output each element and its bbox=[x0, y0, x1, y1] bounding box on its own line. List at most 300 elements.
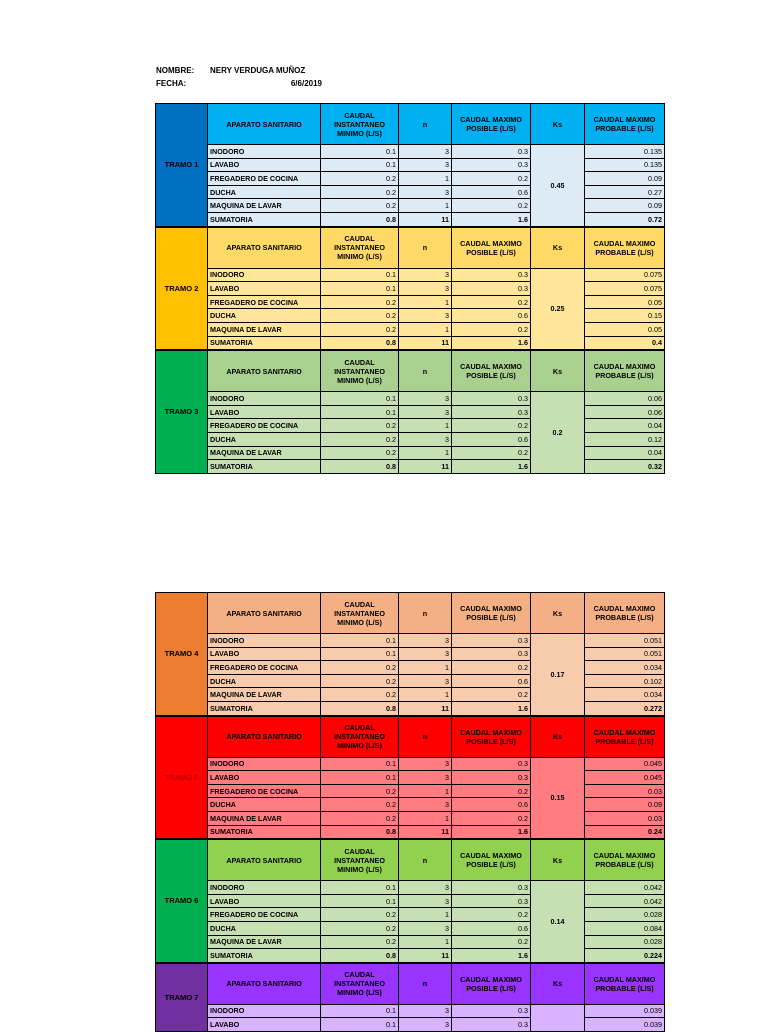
n-cell: 3 bbox=[399, 757, 452, 771]
caudal-maximo-posible-cell: 0.2 bbox=[452, 446, 531, 460]
caudal-maximo-probable-cell: 0.09 bbox=[585, 172, 665, 186]
caudal-maximo-posible-cell: 0.3 bbox=[452, 158, 531, 172]
column-header-n: n bbox=[399, 963, 452, 1004]
caudal-maximo-posible-cell: 0.3 bbox=[452, 634, 531, 648]
column-header-caudal-inst: CAUDAL INSTANTANEO MINIMO (L/S) bbox=[321, 840, 399, 881]
caudal-instantaneo-cell: 0.1 bbox=[321, 647, 399, 661]
column-header-caudal-max-pos: CAUDAL MAXIMO POSIBLE (L/S) bbox=[452, 227, 531, 268]
table-row bbox=[156, 446, 665, 460]
tramo-table bbox=[155, 839, 665, 963]
caudal-maximo-posible-cell: 0.2 bbox=[452, 322, 531, 336]
aparato-cell: LAVABO bbox=[208, 282, 321, 296]
aparato-cell: FREGADERO DE COCINA bbox=[208, 172, 321, 186]
caudal-maximo-posible-cell: 0.2 bbox=[452, 172, 531, 186]
aparato-cell: DUCHA bbox=[208, 921, 321, 935]
n-cell: 3 bbox=[399, 392, 452, 406]
table-row bbox=[156, 674, 665, 688]
caudal-maximo-probable-cell: 0.102 bbox=[585, 674, 665, 688]
caudal-instantaneo-cell: 0.1 bbox=[321, 145, 399, 159]
aparato-cell: INODORO bbox=[208, 145, 321, 159]
caudal-maximo-posible-cell: 0.2 bbox=[452, 688, 531, 702]
caudal-maximo-posible-cell: 0.3 bbox=[452, 757, 531, 771]
caudal-maximo-probable-cell: 0.04 bbox=[585, 419, 665, 433]
column-header-caudal-inst: CAUDAL INSTANTANEO MINIMO (L/S) bbox=[321, 716, 399, 757]
caudal-instantaneo-cell: 0.1 bbox=[321, 282, 399, 296]
aparato-cell: MAQUINA DE LAVAR bbox=[208, 688, 321, 702]
caudal-instantaneo-cell: 0.8 bbox=[321, 212, 399, 226]
caudal-maximo-probable-cell: 0.084 bbox=[585, 921, 665, 935]
caudal-maximo-posible-cell: 0.2 bbox=[452, 811, 531, 825]
n-cell: 1 bbox=[399, 446, 452, 460]
table-row bbox=[156, 309, 665, 323]
column-header-caudal-max-pos: CAUDAL MAXIMO POSIBLE (L/S) bbox=[452, 840, 531, 881]
caudal-maximo-probable-cell: 0.135 bbox=[585, 158, 665, 172]
table-row bbox=[156, 921, 665, 935]
caudal-instantaneo-cell: 0.8 bbox=[321, 460, 399, 474]
caudal-maximo-posible-cell: 1.6 bbox=[452, 460, 531, 474]
column-header-caudal-max-pos: CAUDAL MAXIMO POSIBLE (L/S) bbox=[452, 104, 531, 145]
sumatoria-row bbox=[156, 825, 665, 839]
aparato-cell: DUCHA bbox=[208, 674, 321, 688]
table-row bbox=[156, 935, 665, 949]
table-row bbox=[156, 268, 665, 282]
tramo-label: TRAMO 6 bbox=[156, 840, 208, 963]
fecha-value: 6/6/2019 bbox=[290, 79, 322, 88]
tramo-table bbox=[155, 227, 665, 351]
ks-value: 0.25 bbox=[531, 268, 585, 350]
tramo-label: TRAMO 5 bbox=[156, 716, 208, 839]
caudal-maximo-posible-cell: 0.3 bbox=[452, 881, 531, 895]
caudal-maximo-probable-cell: 0.028 bbox=[585, 935, 665, 949]
aparato-cell: MAQUINA DE LAVAR bbox=[208, 322, 321, 336]
aparato-cell: MAQUINA DE LAVAR bbox=[208, 935, 321, 949]
caudal-instantaneo-cell: 0.1 bbox=[321, 268, 399, 282]
n-cell: 3 bbox=[399, 634, 452, 648]
tramo-label: TRAMO 2 bbox=[156, 227, 208, 350]
tramo-label: TRAMO 1 bbox=[156, 104, 208, 227]
tramo-label: TRAMO 7 bbox=[156, 963, 208, 1031]
caudal-maximo-posible-cell: 1.6 bbox=[452, 212, 531, 226]
caudal-maximo-probable-cell: 0.042 bbox=[585, 881, 665, 895]
caudal-maximo-posible-cell: 0.2 bbox=[452, 661, 531, 675]
table-row bbox=[156, 322, 665, 336]
column-header-aparato: APARATO SANITARIO bbox=[208, 963, 321, 1004]
caudal-maximo-posible-cell: 0.3 bbox=[452, 1018, 531, 1032]
table-row bbox=[156, 881, 665, 895]
caudal-instantaneo-cell: 0.1 bbox=[321, 1018, 399, 1032]
caudal-instantaneo-cell: 0.1 bbox=[321, 392, 399, 406]
n-cell: 1 bbox=[399, 811, 452, 825]
aparato-cell: SUMATORIA bbox=[208, 825, 321, 839]
caudal-instantaneo-cell: 0.2 bbox=[321, 432, 399, 446]
column-header-caudal-inst: CAUDAL INSTANTANEO MINIMO (L/S) bbox=[321, 227, 399, 268]
column-header-caudal-max-prob: CAUDAL MAXIMO PROBABLE (L/S) bbox=[585, 351, 665, 392]
caudal-maximo-posible-cell: 0.2 bbox=[452, 295, 531, 309]
column-header-ks: Ks bbox=[531, 227, 585, 268]
caudal-maximo-probable-cell: 0.24 bbox=[585, 825, 665, 839]
caudal-maximo-posible-cell: 0.3 bbox=[452, 282, 531, 296]
caudal-maximo-posible-cell: 1.6 bbox=[452, 825, 531, 839]
aparato-cell: LAVABO bbox=[208, 158, 321, 172]
aparato-cell: LAVABO bbox=[208, 771, 321, 785]
table-row bbox=[156, 1018, 665, 1032]
column-header-caudal-inst: CAUDAL INSTANTANEO MINIMO (L/S) bbox=[321, 351, 399, 392]
fecha-label: FECHA: bbox=[156, 79, 187, 88]
table-row bbox=[156, 145, 665, 159]
column-header-caudal-max-prob: CAUDAL MAXIMO PROBABLE (L/S) bbox=[585, 840, 665, 881]
column-header-n: n bbox=[399, 840, 452, 881]
caudal-instantaneo-cell: 0.2 bbox=[321, 798, 399, 812]
aparato-cell: LAVABO bbox=[208, 894, 321, 908]
n-cell: 3 bbox=[399, 921, 452, 935]
caudal-maximo-probable-cell: 0.27 bbox=[585, 185, 665, 199]
caudal-maximo-probable-cell: 0.039 bbox=[585, 1004, 665, 1018]
n-cell: 3 bbox=[399, 145, 452, 159]
caudal-maximo-probable-cell: 0.4 bbox=[585, 336, 665, 350]
caudal-maximo-posible-cell: 0.2 bbox=[452, 784, 531, 798]
column-header-caudal-max-pos: CAUDAL MAXIMO POSIBLE (L/S) bbox=[452, 593, 531, 634]
caudal-instantaneo-cell: 0.1 bbox=[321, 158, 399, 172]
column-header-caudal-max-prob: CAUDAL MAXIMO PROBABLE (L/S) bbox=[585, 716, 665, 757]
table-row bbox=[156, 199, 665, 213]
column-header-aparato: APARATO SANITARIO bbox=[208, 593, 321, 634]
caudal-maximo-probable-cell: 0.03 bbox=[585, 784, 665, 798]
aparato-cell: MAQUINA DE LAVAR bbox=[208, 811, 321, 825]
column-header-aparato: APARATO SANITARIO bbox=[208, 104, 321, 145]
caudal-maximo-probable-cell: 0.04 bbox=[585, 446, 665, 460]
tramos-group-lower bbox=[155, 592, 664, 1032]
aparato-cell: DUCHA bbox=[208, 798, 321, 812]
column-header-ks: Ks bbox=[531, 716, 585, 757]
table-row bbox=[156, 392, 665, 406]
n-cell: 11 bbox=[399, 460, 452, 474]
caudal-maximo-posible-cell: 0.2 bbox=[452, 419, 531, 433]
table-row bbox=[156, 647, 665, 661]
nombre-value: NERY VERDUGA MUÑOZ bbox=[210, 66, 306, 75]
n-cell: 1 bbox=[399, 322, 452, 336]
caudal-maximo-probable-cell: 0.135 bbox=[585, 145, 665, 159]
aparato-cell: SUMATORIA bbox=[208, 336, 321, 350]
caudal-maximo-posible-cell: 0.6 bbox=[452, 309, 531, 323]
caudal-maximo-probable-cell: 0.12 bbox=[585, 432, 665, 446]
n-cell: 3 bbox=[399, 282, 452, 296]
column-header-ks: Ks bbox=[531, 840, 585, 881]
caudal-instantaneo-cell: 0.2 bbox=[321, 921, 399, 935]
n-cell: 1 bbox=[399, 908, 452, 922]
caudal-instantaneo-cell: 0.2 bbox=[321, 419, 399, 433]
table-row bbox=[156, 771, 665, 785]
n-cell: 3 bbox=[399, 158, 452, 172]
aparato-cell: LAVABO bbox=[208, 405, 321, 419]
caudal-instantaneo-cell: 0.1 bbox=[321, 894, 399, 908]
n-cell: 11 bbox=[399, 949, 452, 963]
ks-value: 0.14 bbox=[531, 881, 585, 963]
n-cell: 3 bbox=[399, 894, 452, 908]
aparato-cell: FREGADERO DE COCINA bbox=[208, 295, 321, 309]
column-header-n: n bbox=[399, 227, 452, 268]
caudal-instantaneo-cell: 0.1 bbox=[321, 757, 399, 771]
tramo-table bbox=[155, 350, 665, 474]
ks-value: 0.17 bbox=[531, 634, 585, 716]
n-cell: 3 bbox=[399, 405, 452, 419]
caudal-maximo-probable-cell: 0.034 bbox=[585, 688, 665, 702]
column-header-caudal-max-pos: CAUDAL MAXIMO POSIBLE (L/S) bbox=[452, 351, 531, 392]
aparato-cell: INODORO bbox=[208, 1004, 321, 1018]
n-cell: 11 bbox=[399, 701, 452, 715]
n-cell: 1 bbox=[399, 199, 452, 213]
aparato-cell: MAQUINA DE LAVAR bbox=[208, 199, 321, 213]
caudal-maximo-probable-cell: 0.05 bbox=[585, 295, 665, 309]
caudal-maximo-posible-cell: 0.3 bbox=[452, 145, 531, 159]
aparato-cell: MAQUINA DE LAVAR bbox=[208, 446, 321, 460]
tramo-label: TRAMO 3 bbox=[156, 351, 208, 474]
aparato-cell: DUCHA bbox=[208, 185, 321, 199]
aparato-cell: INODORO bbox=[208, 634, 321, 648]
column-header-ks: Ks bbox=[531, 104, 585, 145]
caudal-instantaneo-cell: 0.2 bbox=[321, 935, 399, 949]
caudal-maximo-posible-cell: 0.3 bbox=[452, 268, 531, 282]
n-cell: 3 bbox=[399, 432, 452, 446]
n-cell: 11 bbox=[399, 825, 452, 839]
n-cell: 3 bbox=[399, 309, 452, 323]
column-header-aparato: APARATO SANITARIO bbox=[208, 351, 321, 392]
n-cell: 11 bbox=[399, 212, 452, 226]
caudal-instantaneo-cell: 0.2 bbox=[321, 811, 399, 825]
n-cell: 3 bbox=[399, 771, 452, 785]
n-cell: 11 bbox=[399, 336, 452, 350]
caudal-instantaneo-cell: 0.2 bbox=[321, 185, 399, 199]
n-cell: 3 bbox=[399, 1004, 452, 1018]
column-header-aparato: APARATO SANITARIO bbox=[208, 716, 321, 757]
caudal-maximo-posible-cell: 0.6 bbox=[452, 432, 531, 446]
ks-value: 0.2 bbox=[531, 392, 585, 474]
table-row bbox=[156, 811, 665, 825]
table-row bbox=[156, 405, 665, 419]
caudal-maximo-probable-cell: 0.06 bbox=[585, 405, 665, 419]
aparato-cell: FREGADERO DE COCINA bbox=[208, 419, 321, 433]
caudal-maximo-probable-cell: 0.034 bbox=[585, 661, 665, 675]
caudal-instantaneo-cell: 0.8 bbox=[321, 825, 399, 839]
aparato-cell: SUMATORIA bbox=[208, 212, 321, 226]
caudal-maximo-probable-cell: 0.042 bbox=[585, 894, 665, 908]
n-cell: 3 bbox=[399, 185, 452, 199]
caudal-instantaneo-cell: 0.2 bbox=[321, 784, 399, 798]
tramo-table bbox=[155, 963, 665, 1032]
table-row bbox=[156, 1004, 665, 1018]
caudal-maximo-probable-cell: 0.224 bbox=[585, 949, 665, 963]
table-row bbox=[156, 894, 665, 908]
tramos-group-upper bbox=[155, 103, 664, 474]
column-header-n: n bbox=[399, 716, 452, 757]
caudal-instantaneo-cell: 0.2 bbox=[321, 688, 399, 702]
table-row bbox=[156, 419, 665, 433]
aparato-cell: FREGADERO DE COCINA bbox=[208, 661, 321, 675]
caudal-instantaneo-cell: 0.2 bbox=[321, 674, 399, 688]
caudal-instantaneo-cell: 0.8 bbox=[321, 336, 399, 350]
tramo-header-row bbox=[156, 840, 665, 881]
ks-value: 0.45 bbox=[531, 145, 585, 227]
caudal-maximo-posible-cell: 0.3 bbox=[452, 1004, 531, 1018]
column-header-caudal-inst: CAUDAL INSTANTANEO MINIMO (L/S) bbox=[321, 963, 399, 1004]
n-cell: 1 bbox=[399, 935, 452, 949]
sumatoria-row bbox=[156, 460, 665, 474]
column-header-n: n bbox=[399, 593, 452, 634]
caudal-maximo-probable-cell: 0.06 bbox=[585, 392, 665, 406]
caudal-instantaneo-cell: 0.1 bbox=[321, 1004, 399, 1018]
tramo-header-row bbox=[156, 104, 665, 145]
table-row bbox=[156, 158, 665, 172]
caudal-maximo-posible-cell: 0.6 bbox=[452, 798, 531, 812]
table-row bbox=[156, 634, 665, 648]
column-header-n: n bbox=[399, 351, 452, 392]
caudal-maximo-probable-cell: 0.272 bbox=[585, 701, 665, 715]
caudal-maximo-posible-cell: 0.2 bbox=[452, 199, 531, 213]
aparato-cell: FREGADERO DE COCINA bbox=[208, 908, 321, 922]
caudal-maximo-probable-cell: 0.039 bbox=[585, 1018, 665, 1032]
caudal-maximo-posible-cell: 0.2 bbox=[452, 935, 531, 949]
table-row bbox=[156, 295, 665, 309]
aparato-cell: SUMATORIA bbox=[208, 460, 321, 474]
column-header-n: n bbox=[399, 104, 452, 145]
aparato-cell: INODORO bbox=[208, 757, 321, 771]
sumatoria-row bbox=[156, 949, 665, 963]
aparato-cell: INODORO bbox=[208, 881, 321, 895]
caudal-maximo-posible-cell: 0.2 bbox=[452, 908, 531, 922]
caudal-instantaneo-cell: 0.2 bbox=[321, 172, 399, 186]
table-row bbox=[156, 185, 665, 199]
caudal-instantaneo-cell: 0.2 bbox=[321, 199, 399, 213]
tramo-table bbox=[155, 716, 665, 840]
caudal-maximo-probable-cell: 0.075 bbox=[585, 282, 665, 296]
n-cell: 3 bbox=[399, 1018, 452, 1032]
caudal-maximo-probable-cell: 0.051 bbox=[585, 634, 665, 648]
caudal-maximo-posible-cell: 0.3 bbox=[452, 647, 531, 661]
tramo-header-row bbox=[156, 351, 665, 392]
caudal-maximo-probable-cell: 0.028 bbox=[585, 908, 665, 922]
table-row bbox=[156, 784, 665, 798]
column-header-ks: Ks bbox=[531, 593, 585, 634]
aparato-cell: INODORO bbox=[208, 268, 321, 282]
caudal-maximo-posible-cell: 0.3 bbox=[452, 771, 531, 785]
n-cell: 3 bbox=[399, 798, 452, 812]
caudal-maximo-probable-cell: 0.72 bbox=[585, 212, 665, 226]
table-row bbox=[156, 757, 665, 771]
tramo-header-row bbox=[156, 963, 665, 1004]
fecha-row bbox=[156, 77, 322, 90]
n-cell: 1 bbox=[399, 419, 452, 433]
caudal-maximo-posible-cell: 0.6 bbox=[452, 185, 531, 199]
column-header-caudal-max-prob: CAUDAL MAXIMO PROBABLE (L/S) bbox=[585, 593, 665, 634]
caudal-maximo-posible-cell: 0.3 bbox=[452, 392, 531, 406]
sumatoria-row bbox=[156, 212, 665, 226]
sumatoria-row bbox=[156, 701, 665, 715]
aparato-cell: DUCHA bbox=[208, 432, 321, 446]
caudal-maximo-probable-cell: 0.075 bbox=[585, 268, 665, 282]
caudal-maximo-posible-cell: 1.6 bbox=[452, 336, 531, 350]
column-header-caudal-inst: CAUDAL INSTANTANEO MINIMO (L/S) bbox=[321, 593, 399, 634]
n-cell: 1 bbox=[399, 688, 452, 702]
caudal-maximo-probable-cell: 0.05 bbox=[585, 322, 665, 336]
caudal-instantaneo-cell: 0.1 bbox=[321, 634, 399, 648]
column-header-caudal-inst: CAUDAL INSTANTANEO MINIMO (L/S) bbox=[321, 104, 399, 145]
tramo-header-row bbox=[156, 716, 665, 757]
table-row bbox=[156, 661, 665, 675]
column-header-caudal-max-prob: CAUDAL MAXIMO PROBABLE (L/S) bbox=[585, 227, 665, 268]
aparato-cell: SUMATORIA bbox=[208, 701, 321, 715]
caudal-instantaneo-cell: 0.2 bbox=[321, 661, 399, 675]
n-cell: 1 bbox=[399, 295, 452, 309]
sumatoria-row bbox=[156, 336, 665, 350]
n-cell: 3 bbox=[399, 881, 452, 895]
ks-value bbox=[531, 1004, 585, 1031]
caudal-maximo-posible-cell: 0.3 bbox=[452, 894, 531, 908]
table-row bbox=[156, 172, 665, 186]
aparato-cell: LAVABO bbox=[208, 647, 321, 661]
ks-value: 0.15 bbox=[531, 757, 585, 839]
caudal-instantaneo-cell: 0.1 bbox=[321, 881, 399, 895]
tramo-header-row bbox=[156, 227, 665, 268]
column-header-ks: Ks bbox=[531, 963, 585, 1004]
caudal-maximo-probable-cell: 0.15 bbox=[585, 309, 665, 323]
caudal-maximo-posible-cell: 0.6 bbox=[452, 674, 531, 688]
document-header bbox=[156, 64, 322, 90]
caudal-maximo-probable-cell: 0.09 bbox=[585, 199, 665, 213]
caudal-instantaneo-cell: 0.2 bbox=[321, 908, 399, 922]
caudal-instantaneo-cell: 0.8 bbox=[321, 949, 399, 963]
caudal-instantaneo-cell: 0.2 bbox=[321, 309, 399, 323]
caudal-maximo-posible-cell: 1.6 bbox=[452, 949, 531, 963]
aparato-cell: FREGADERO DE COCINA bbox=[208, 784, 321, 798]
nombre-label: NOMBRE: bbox=[156, 66, 195, 75]
column-header-caudal-max-pos: CAUDAL MAXIMO POSIBLE (L/S) bbox=[452, 716, 531, 757]
caudal-instantaneo-cell: 0.2 bbox=[321, 446, 399, 460]
column-header-caudal-max-prob: CAUDAL MAXIMO PROBABLE (L/S) bbox=[585, 963, 665, 1004]
aparato-cell: DUCHA bbox=[208, 309, 321, 323]
column-header-aparato: APARATO SANITARIO bbox=[208, 227, 321, 268]
column-header-ks: Ks bbox=[531, 351, 585, 392]
aparato-cell: LAVABO bbox=[208, 1018, 321, 1032]
tramo-table bbox=[155, 103, 665, 227]
caudal-instantaneo-cell: 0.2 bbox=[321, 322, 399, 336]
caudal-maximo-posible-cell: 0.3 bbox=[452, 405, 531, 419]
column-header-aparato: APARATO SANITARIO bbox=[208, 840, 321, 881]
table-row bbox=[156, 798, 665, 812]
caudal-maximo-probable-cell: 0.09 bbox=[585, 798, 665, 812]
nombre-row bbox=[156, 64, 322, 77]
caudal-instantaneo-cell: 0.2 bbox=[321, 295, 399, 309]
table-row bbox=[156, 432, 665, 446]
n-cell: 1 bbox=[399, 172, 452, 186]
n-cell: 3 bbox=[399, 268, 452, 282]
aparato-cell: INODORO bbox=[208, 392, 321, 406]
caudal-maximo-posible-cell: 0.6 bbox=[452, 921, 531, 935]
n-cell: 3 bbox=[399, 674, 452, 688]
caudal-instantaneo-cell: 0.1 bbox=[321, 405, 399, 419]
caudal-maximo-probable-cell: 0.32 bbox=[585, 460, 665, 474]
caudal-maximo-probable-cell: 0.045 bbox=[585, 771, 665, 785]
caudal-maximo-probable-cell: 0.03 bbox=[585, 811, 665, 825]
table-row bbox=[156, 282, 665, 296]
caudal-maximo-posible-cell: 1.6 bbox=[452, 701, 531, 715]
caudal-maximo-probable-cell: 0.051 bbox=[585, 647, 665, 661]
n-cell: 1 bbox=[399, 661, 452, 675]
table-row bbox=[156, 908, 665, 922]
tramo-table bbox=[155, 592, 665, 716]
n-cell: 3 bbox=[399, 647, 452, 661]
caudal-instantaneo-cell: 0.1 bbox=[321, 771, 399, 785]
n-cell: 1 bbox=[399, 784, 452, 798]
caudal-maximo-probable-cell: 0.045 bbox=[585, 757, 665, 771]
